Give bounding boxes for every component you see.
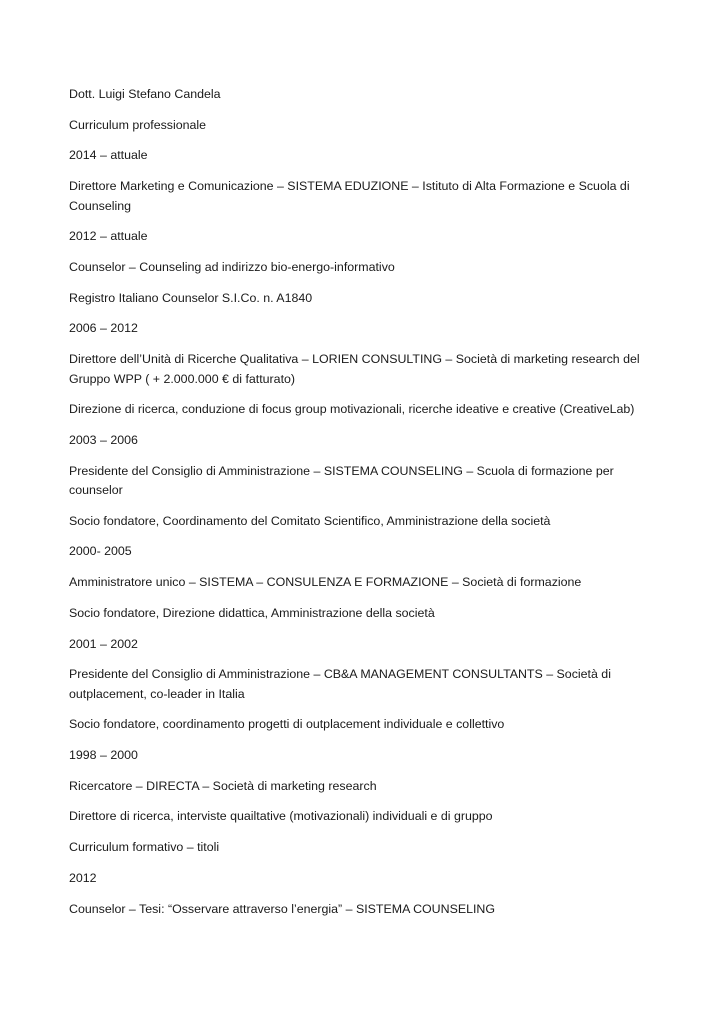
role-2001: Presidente del Consiglio di Amministrazione – CB&A MANAGEMENT CONSULTANTS – Società di outplacement, co-leader in Italia (69, 667, 611, 701)
period-2006: 2006 – 2012 (69, 321, 138, 336)
period-2003: 2003 – 2006 (69, 432, 138, 447)
detail-2012: Registro Italiano Counselor S.I.Co. n. A1840 (69, 290, 313, 305)
detail-1998: Direttore di ricerca, interviste quailtative (motivazionali) individuali e di gruppo (69, 809, 493, 824)
document-body (69, 85, 669, 930)
section-title-education: Curriculum formativo – titoli (69, 840, 220, 855)
role-2014: Direttore Marketing e Comunicazione – SISTEMA EDUZIONE – Istituto di Alta Formazione e Scuola di Counseling (69, 179, 630, 213)
detail-2000: Socio fondatore, Direzione didattica, Amministrazione della società (69, 605, 435, 620)
role-1998: Ricercatore – DIRECTA – Società di marketing research (69, 778, 377, 793)
role-2000: Amministratore unico – SISTEMA – CONSULENZA E FORMAZIONE – Società di formazione (69, 575, 582, 590)
author-name: Dott. Luigi Stefano Candela (69, 87, 221, 101)
section-title-professional: Curriculum professionale (69, 117, 207, 132)
period-2000: 2000- 2005 (69, 544, 132, 559)
role-2003: Presidente del Consiglio di Amministrazione – SISTEMA COUNSELING – Scuola di formazione per counselor (69, 463, 614, 498)
detail-2003: Socio fondatore, Coordinamento del Comitato Scientifico, Amministrazione della società (69, 513, 551, 528)
detail-2001: Socio fondatore, coordinamento progetti di outplacement individuale e collettivo (69, 717, 505, 732)
period-2012: 2012 – attuale (69, 229, 148, 244)
period-2014: 2014 – attuale (69, 148, 148, 163)
education-year-2012: 2012 (69, 870, 97, 885)
period-2001: 2001 – 2002 (69, 636, 138, 651)
period-1998: 1998 – 2000 (69, 748, 138, 763)
role-2006: Direttore dell’Unità di Ricerche Qualitativa – LORIEN CONSULTING – Società di marketing research del Gruppo WPP ( + 2.000.000 € di fatturato) (69, 352, 640, 386)
detail-2006: Direzione di ricerca, conduzione di focus group motivazionali, ricerche ideative e creative (CreativeLab) (69, 402, 635, 417)
education-title-2012: Counselor – Tesi: “Osservare attraverso l’energia” – SISTEMA COUNSELING (69, 901, 496, 916)
role-2012: Counselor – Counseling ad indirizzo bio-energo-informativo (69, 259, 395, 274)
